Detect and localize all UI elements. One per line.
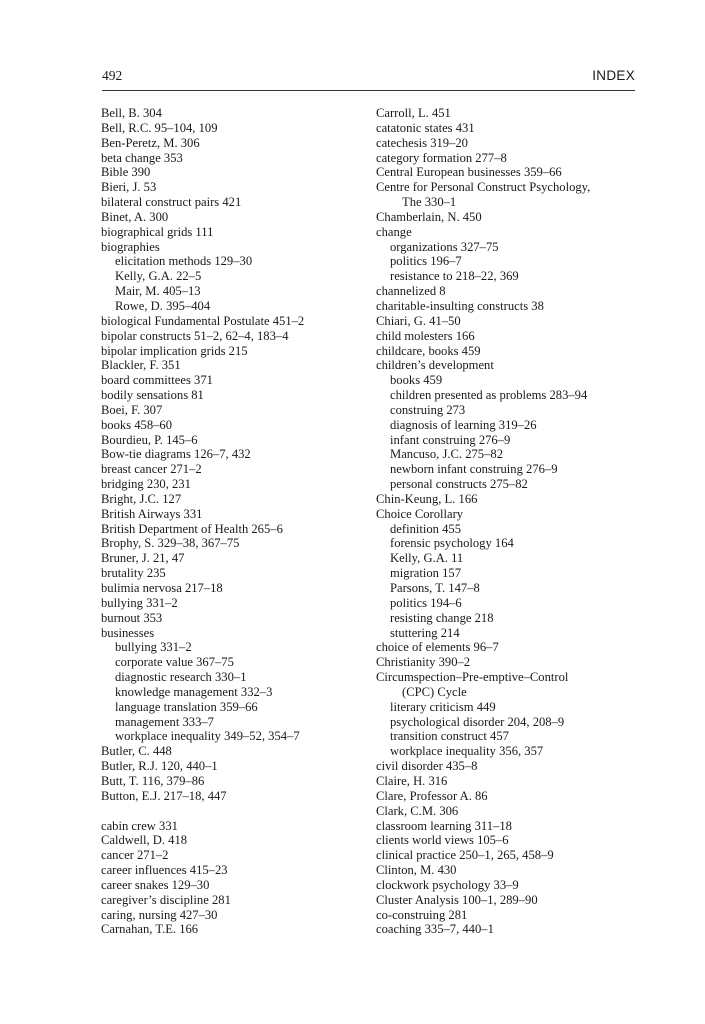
index-subentry: organizations 327–75 xyxy=(390,239,499,254)
index-entry: choice of elements 96–7 xyxy=(376,640,499,655)
index-entry: Clare, Professor A. 86 xyxy=(376,788,488,803)
index-entry: burnout 353 xyxy=(101,610,163,625)
index-entry: Blackler, F. 351 xyxy=(101,358,181,373)
index-entry: category formation 277–8 xyxy=(376,150,507,165)
index-subentry: workplace inequality 349–52, 354–7 xyxy=(115,729,300,744)
index-subentry: children presented as problems 283–94 xyxy=(390,388,588,403)
index-subentry: personal constructs 275–82 xyxy=(390,477,528,492)
index-column-right xyxy=(376,106,646,937)
index-entry: Choice Corollary xyxy=(376,506,464,521)
index-subentry: literary criticism 449 xyxy=(390,699,496,714)
index-entry: Cluster Analysis 100–1, 289–90 xyxy=(376,892,538,907)
index-entry: bridging 230, 231 xyxy=(101,477,191,492)
index-entry: books 458–60 xyxy=(101,417,173,432)
index-entry: brutality 235 xyxy=(101,566,166,581)
index-entry: businesses xyxy=(101,625,155,640)
index-subentry: diagnostic research 330–1 xyxy=(115,670,247,685)
index-subentry: Mair, M. 405–13 xyxy=(115,284,201,299)
page-number: 492 xyxy=(102,68,123,83)
index-entry: British Airways 331 xyxy=(101,506,203,521)
index-entry: Ben-Peretz, M. 306 xyxy=(101,135,200,150)
index-entry: biological Fundamental Postulate 451–2 xyxy=(101,313,305,328)
index-subentry: knowledge management 332–3 xyxy=(115,684,273,699)
page-header xyxy=(102,68,635,88)
index-entry: child molesters 166 xyxy=(376,328,475,343)
index-subentry: politics 196–7 xyxy=(390,254,462,269)
index-subentry: Kelly, G.A. 22–5 xyxy=(115,269,202,284)
index-entry: bodily sensations 81 xyxy=(101,388,204,403)
index-subentry: corporate value 367–75 xyxy=(115,655,234,670)
index-entry-continuation: The 330–1 xyxy=(402,195,457,210)
index-subentry: Parsons, T. 147–8 xyxy=(390,581,480,595)
index-entry: biographies xyxy=(101,239,160,254)
section-gap xyxy=(101,804,361,819)
index-entry: Claire, H. 316 xyxy=(376,773,448,788)
index-entry: Carnahan, T.E. 166 xyxy=(101,922,199,937)
index-entry: Circumspection–Pre-emptive–Control xyxy=(376,670,569,685)
index-entry: career influences 415–23 xyxy=(101,863,228,878)
index-entry: bipolar constructs 51–2, 62–4, 183–4 xyxy=(101,328,289,343)
index-entry: Bright, J.C. 127 xyxy=(101,491,182,506)
index-subentry: workplace inequality 356, 357 xyxy=(390,744,544,759)
index-entry: change xyxy=(376,224,412,239)
index-entry: beta change 353 xyxy=(101,150,183,165)
index-entry: children’s development xyxy=(376,358,494,373)
index-entry: Clark, C.M. 306 xyxy=(376,803,459,818)
index-entry: Clinton, M. 430 xyxy=(376,863,457,878)
index-entry: Button, E.J. 217–18, 447 xyxy=(101,788,227,803)
index-entry: breast cancer 271–2 xyxy=(101,462,202,477)
index-entry: Bow-tie diagrams 126–7, 432 xyxy=(101,447,251,462)
index-entry: Bourdieu, P. 145–6 xyxy=(101,432,198,447)
index-entry: Brophy, S. 329–38, 367–75 xyxy=(101,536,240,551)
index-subentry: Mancuso, J.C. 275–82 xyxy=(390,447,503,462)
index-subentry: construing 273 xyxy=(390,402,466,417)
index-entry: Centre for Personal Construct Psychology, xyxy=(376,180,591,195)
index-entry: clients world views 105–6 xyxy=(376,833,509,848)
index-subentry: psychological disorder 204, 208–9 xyxy=(390,714,565,729)
index-entry: Central European businesses 359–66 xyxy=(376,165,562,180)
index-subentry: resisting change 218 xyxy=(390,610,494,625)
index-entry-continuation: (CPC) Cycle xyxy=(402,684,467,699)
index-entry: Bell, R.C. 95–104, 109 xyxy=(101,120,218,135)
index-entry: classroom learning 311–18 xyxy=(376,818,512,833)
index-entry: co-construing 281 xyxy=(376,907,468,922)
index-entry: bulimia nervosa 217–18 xyxy=(101,581,223,595)
header-rule xyxy=(102,90,635,91)
index-entry: civil disorder 435–8 xyxy=(376,759,478,774)
index-entry: clockwork psychology 33–9 xyxy=(376,877,519,892)
index-entry: caring, nursing 427–30 xyxy=(101,907,218,922)
index-entry: catatonic states 431 xyxy=(376,120,475,135)
index-subentry: forensic psychology 164 xyxy=(390,536,514,551)
index-entry: bipolar implication grids 215 xyxy=(101,343,248,358)
index-entry: Caldwell, D. 418 xyxy=(101,833,188,848)
index-entry: Boei, F. 307 xyxy=(101,402,163,417)
index-subentry: bullying 331–2 xyxy=(115,640,192,655)
index-entry: career snakes 129–30 xyxy=(101,877,210,892)
index-entry: Bell, B. 304 xyxy=(101,106,162,120)
index-subentry: migration 157 xyxy=(390,566,462,581)
index-subentry: Kelly, G.A. 11 xyxy=(390,551,464,566)
index-subentry: diagnosis of learning 319–26 xyxy=(390,417,537,432)
index-entry: clinical practice 250–1, 265, 458–9 xyxy=(376,848,554,863)
index-entry: Chamberlain, N. 450 xyxy=(376,209,482,224)
index-entry: Binet, A. 300 xyxy=(101,209,169,224)
index-entry: childcare, books 459 xyxy=(376,343,481,358)
index-entry: Christianity 390–2 xyxy=(376,655,471,670)
index-subentry: books 459 xyxy=(390,373,443,388)
index-subentry: resistance to 218–22, 369 xyxy=(390,269,519,284)
index-entry: Butler, C. 448 xyxy=(101,744,172,759)
index-entry: British Department of Health 265–6 xyxy=(101,521,283,536)
index-entry: Butler, R.J. 120, 440–1 xyxy=(101,759,218,774)
index-entry: coaching 335–7, 440–1 xyxy=(376,922,494,937)
index-entry: cancer 271–2 xyxy=(101,848,169,863)
index-subentry: elicitation methods 129–30 xyxy=(115,254,253,269)
index-subentry: Rowe, D. 395–404 xyxy=(115,298,211,313)
index-subentry: definition 455 xyxy=(390,521,462,536)
index-entry: Carroll, L. 451 xyxy=(376,106,451,120)
index-entry: charitable-insulting constructs 38 xyxy=(376,298,544,313)
index-entry: board committees 371 xyxy=(101,373,213,388)
index-entry: cabin crew 331 xyxy=(101,818,178,833)
index-entry: channelized 8 xyxy=(376,284,446,299)
index-entry: caregiver’s discipline 281 xyxy=(101,892,231,907)
index-entry: Butt, T. 116, 379–86 xyxy=(101,773,205,788)
index-entry: Bieri, J. 53 xyxy=(101,180,157,195)
index-subentry: infant construing 276–9 xyxy=(390,432,511,447)
index-subentry: politics 194–6 xyxy=(390,595,462,610)
index-entry: biographical grids 111 xyxy=(101,224,214,239)
index-subentry: transition construct 457 xyxy=(390,729,509,744)
index-subentry: newborn infant construing 276–9 xyxy=(390,462,558,477)
index-column-left xyxy=(101,106,361,937)
index-entry: bullying 331–2 xyxy=(101,595,178,610)
index-entry: Chiari, G. 41–50 xyxy=(376,313,461,328)
index-subentry: management 333–7 xyxy=(115,714,214,729)
running-head: INDEX xyxy=(592,68,635,83)
index-entry: Bruner, J. 21, 47 xyxy=(101,551,185,566)
index-entry: bilateral construct pairs 421 xyxy=(101,195,242,210)
index-subentry: language translation 359–66 xyxy=(115,699,258,714)
index-entry: catechesis 319–20 xyxy=(376,135,468,150)
index-entry: Bible 390 xyxy=(101,165,151,180)
index-subentry: stuttering 214 xyxy=(390,625,460,640)
index-entry: Chin-Keung, L. 166 xyxy=(376,491,478,506)
